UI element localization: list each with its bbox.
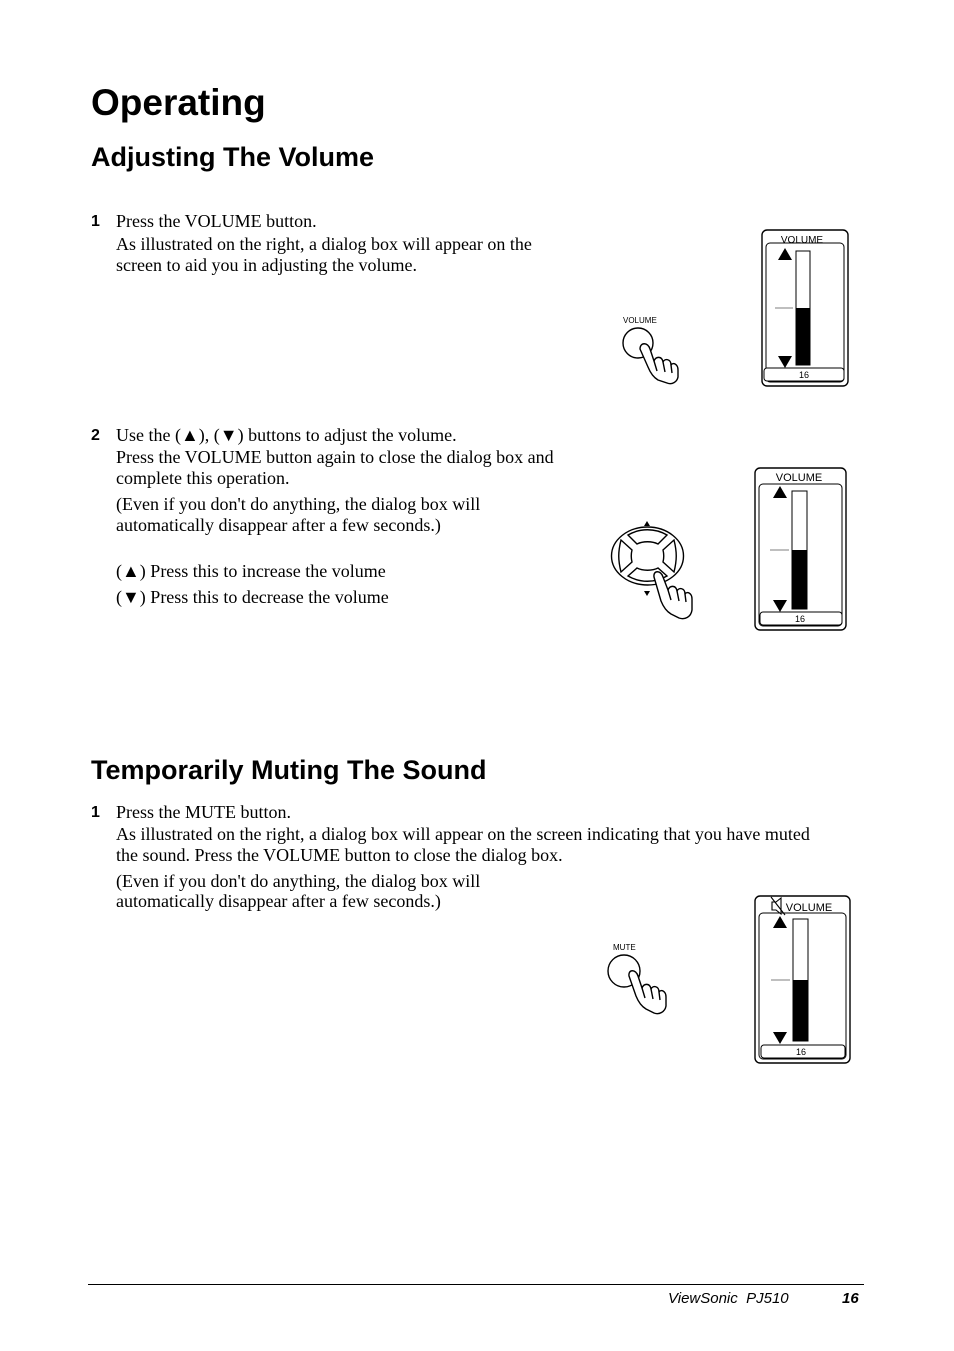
arrow-up-icon xyxy=(644,521,650,526)
step-text-line: Press the MUTE button. xyxy=(116,802,291,822)
step-text-line: Use the (▲), (▼) buttons to adjust the volume. xyxy=(116,425,457,445)
step-text-line: As illustrated on the right, a dialog box will appear on the xyxy=(116,234,532,254)
step-number: 1 xyxy=(91,213,100,230)
dialog-title: VOLUME xyxy=(780,235,824,246)
decrease-volume-note: (▼) Press this to decrease the volume xyxy=(116,587,389,607)
volume-level-value: 16 xyxy=(798,370,810,380)
arrow-pad-icon xyxy=(612,527,684,585)
volume-level-fill xyxy=(792,550,807,609)
remote-button-label: MUTE xyxy=(613,943,636,952)
page-title: Operating xyxy=(91,82,266,123)
step-number: 2 xyxy=(91,427,100,444)
volume-figure-2 xyxy=(600,462,860,636)
dialog-title: VOLUME xyxy=(785,902,833,914)
pressing-hand-icon xyxy=(654,572,692,619)
step-text-line: the sound. Press the VOLUME button to close the dialog box. xyxy=(116,845,563,865)
pressing-hand-icon xyxy=(629,971,666,1014)
footer-brand: ViewSonic PJ510 xyxy=(668,1290,789,1307)
volume-level-fill xyxy=(796,308,810,365)
step-text-line: automatically disappear after a few seconds.) xyxy=(116,515,441,535)
step-number: 1 xyxy=(91,804,100,821)
step-text-line: screen to aid you in adjusting the volume. xyxy=(116,255,417,275)
volume-level-value: 16 xyxy=(795,1047,807,1057)
increase-volume-note: (▲) Press this to increase the volume xyxy=(116,561,386,581)
volume-figure-1 xyxy=(600,225,860,393)
step-text-line: Press the VOLUME button. xyxy=(116,211,317,231)
mute-figure xyxy=(600,890,860,1070)
section-heading-volume: Adjusting The Volume xyxy=(91,142,374,172)
step-text-line: Press the VOLUME button again to close the dialog box and xyxy=(116,447,554,467)
step-text-line: As illustrated on the right, a dialog box will appear on the screen indicating that you have muted xyxy=(116,824,810,844)
section-heading-mute: Temporarily Muting The Sound xyxy=(91,755,487,785)
step-text-line: (Even if you don't do anything, the dialog box will xyxy=(116,494,481,514)
footer-divider xyxy=(88,1284,864,1285)
step-text-line: complete this operation. xyxy=(116,468,290,488)
arrow-down-icon xyxy=(644,591,650,596)
remote-button-label: VOLUME xyxy=(623,316,657,325)
step-text-line: (Even if you don't do anything, the dialog box will xyxy=(116,871,481,891)
dialog-title: VOLUME xyxy=(775,472,823,484)
step-text-line: automatically disappear after a few seconds.) xyxy=(116,891,441,911)
pressing-hand-icon xyxy=(640,344,678,384)
page-number: 16 xyxy=(842,1290,859,1307)
volume-level-fill xyxy=(793,980,808,1041)
volume-level-value: 16 xyxy=(794,614,806,624)
